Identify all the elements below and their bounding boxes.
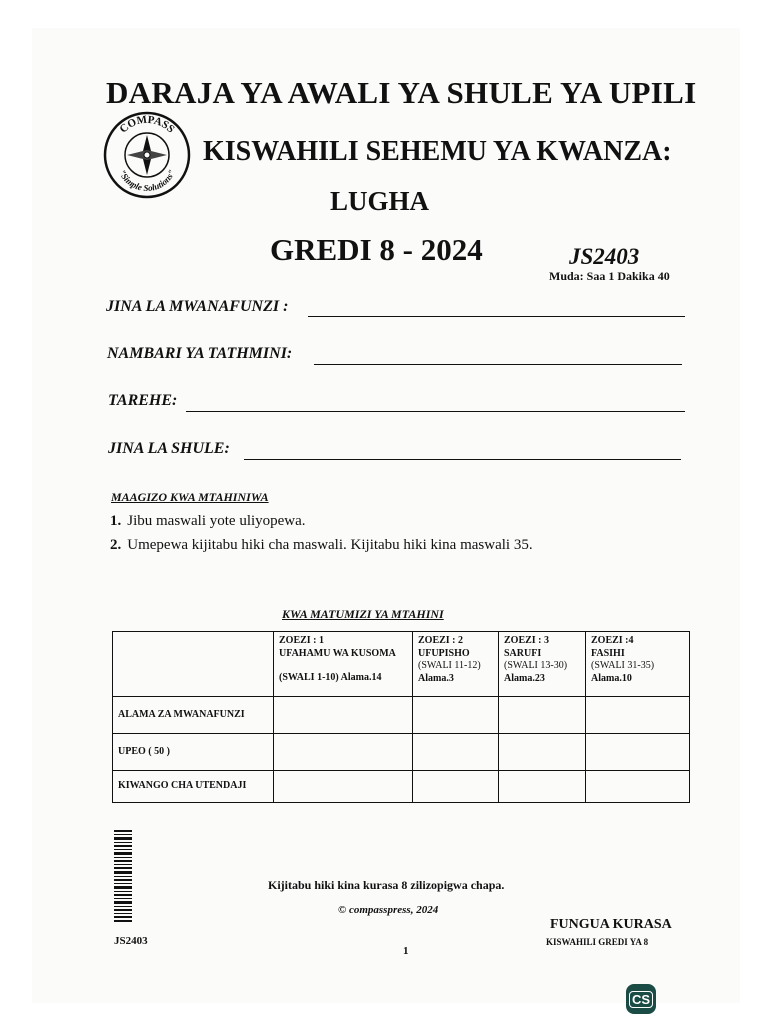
column-exercise: ZOEZI :4 xyxy=(591,635,634,646)
table-column-header xyxy=(586,632,690,697)
score-cell[interactable] xyxy=(274,771,413,803)
instructions-heading: MAAGIZO KWA MTAHINIWA xyxy=(111,490,269,504)
turn-over-text: FUNGUA KURASA xyxy=(550,917,672,932)
score-table xyxy=(112,631,690,803)
instruction-item xyxy=(110,513,306,530)
date-line[interactable] xyxy=(186,411,685,412)
instruction-text: Jibu maswali yote uliyopewa. xyxy=(127,513,306,529)
score-cell[interactable] xyxy=(586,771,690,803)
column-exercise: ZOEZI : 1 xyxy=(279,635,325,646)
score-cell[interactable] xyxy=(586,734,690,771)
exam-duration: Muda: Saa 1 Dakika 40 xyxy=(549,269,670,283)
column-topic: UFUPISHO xyxy=(418,647,470,659)
assessment-number-label: NAMBARI YA TATHMINI: xyxy=(107,345,293,362)
instruction-number: 2. xyxy=(110,537,122,553)
column-marks: Alama.3 xyxy=(418,672,454,684)
footer-code: JS2403 xyxy=(114,935,148,947)
instruction-number: 1. xyxy=(110,513,122,529)
score-cell[interactable] xyxy=(413,771,499,803)
exam-title: DARAJA YA AWALI YA SHULE YA UPILI xyxy=(106,75,697,110)
column-questions: (SWALI 31-35) xyxy=(591,660,655,671)
logo-bottom-text: "Simple Solutions" xyxy=(116,168,178,194)
column-topic: UFAHAMU WA KUSOMA xyxy=(279,647,396,659)
table-row xyxy=(113,771,690,803)
table-row xyxy=(113,697,690,734)
pages-note: Kijitabu hiki kina kurasa 8 zilizopigwa chapa. xyxy=(268,878,505,892)
row-label: ALAMA ZA MWANAFUNZI xyxy=(113,697,274,734)
exam-section: LUGHA xyxy=(330,186,430,216)
exam-subtitle: KISWAHILI SEHEMU YA KWANZA: xyxy=(203,136,672,167)
copyright: © compasspress, 2024 xyxy=(338,904,439,916)
column-topic: SARUFI xyxy=(504,647,542,659)
badge-text: CS xyxy=(629,991,653,1008)
instruction-text: Umepewa kijitabu hiki cha maswali. Kijitabu hiki kina maswali 35. xyxy=(127,537,533,553)
table-column-header xyxy=(413,632,499,697)
row-label: UPEO ( 50 ) xyxy=(113,734,274,771)
compass-logo-icon xyxy=(103,111,191,199)
score-cell[interactable] xyxy=(499,697,586,734)
school-name-line[interactable] xyxy=(244,459,681,460)
column-exercise: ZOEZI : 3 xyxy=(504,635,550,646)
barcode-icon xyxy=(114,830,132,922)
table-row xyxy=(113,734,690,771)
page-number: 1 xyxy=(403,945,409,957)
score-cell[interactable] xyxy=(274,697,413,734)
date-label: TAREHE: xyxy=(108,392,178,409)
table-header-row xyxy=(113,632,690,697)
score-cell[interactable] xyxy=(499,734,586,771)
logo-top-text: COMPASS xyxy=(117,113,177,136)
school-name-label: JINA LA SHULE: xyxy=(108,440,230,457)
student-name-label: JINA LA MWANAFUNZI : xyxy=(106,298,289,315)
exam-grade: GREDI 8 - 2024 xyxy=(270,232,483,267)
score-cell[interactable] xyxy=(274,734,413,771)
table-column-header xyxy=(274,632,413,697)
assessment-number-line[interactable] xyxy=(314,364,682,365)
exam-code: JS2403 xyxy=(569,244,640,269)
column-marks: Alama.23 xyxy=(504,672,545,684)
instruction-item xyxy=(110,537,533,554)
column-marks: Alama.10 xyxy=(591,672,632,684)
row-label: KIWANGO CHA UTENDAJI xyxy=(113,771,274,803)
student-name-line[interactable] xyxy=(308,316,685,317)
score-cell[interactable] xyxy=(413,734,499,771)
examiner-use-heading: KWA MATUMIZI YA MTAHINI xyxy=(282,607,444,621)
score-cell[interactable] xyxy=(413,697,499,734)
score-cell[interactable] xyxy=(499,771,586,803)
column-questions-marks: (SWALI 1-10) Alama.14 xyxy=(279,672,382,683)
score-cell[interactable] xyxy=(586,697,690,734)
table-column-header xyxy=(499,632,586,697)
column-exercise: ZOEZI : 2 xyxy=(418,635,464,646)
column-topic: FASIHI xyxy=(591,647,625,659)
svg-text:COMPASS xyxy=(117,114,176,136)
camscanner-badge-icon xyxy=(626,984,656,1014)
table-corner-cell xyxy=(113,632,274,697)
column-questions: (SWALI 11-12) xyxy=(418,660,481,671)
subject-grade-footer: KISWAHILI GREDI YA 8 xyxy=(546,937,649,947)
column-questions: (SWALI 13-30) xyxy=(504,660,568,671)
